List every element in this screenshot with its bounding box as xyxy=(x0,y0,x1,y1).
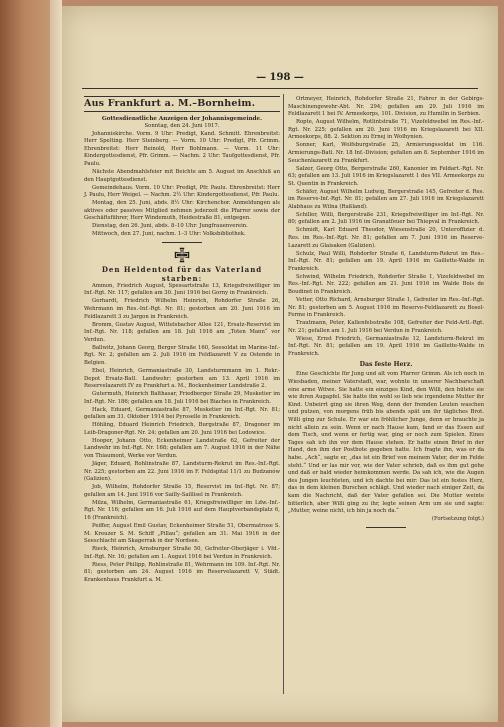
left-column xyxy=(84,96,280,585)
church-notices-date: Sonntag, den 24. Juni 1917. xyxy=(144,123,220,129)
notice-paragraph: Gemeindehaus. Vorm. 10 Uhr: Predigt, Pfr. Paulu. Ehrenbreitst: Herr J. Paulu, Herr Weigel. — Nachm. 2½ Uhr: Kindergottesdienst, Pfr. Paulu. xyxy=(84,184,280,199)
section-divider xyxy=(162,242,202,243)
masthead-title: Aus Frankfurt a. M.–Bornheim. xyxy=(84,96,280,112)
fallen-entry: Hooper, Johann Otto, Eckenheimer Landstraße 62, Gefreiter der Landwehr im Inf.-Rgt. Nr. 168; gefallen am 7. August 1916 in der Nähe von Thiaumont, Werke vor Verdun. xyxy=(84,437,280,460)
fallen-entry: Gutermuth, Heinrich Balthasar, Friedberger Straße 29, Musketier im Inf.-Rgt. Nr. 186; gefallen am 18. Juli 1916 bei Biaches in Frankreich. xyxy=(84,391,280,405)
fallen-entry: Schwind, Wilhelm Friedrich, Rohdorfer Straße 1, Vizefeldwebel im Res.-Inf.-Rgt. Nr. 222; gefallen am 21. Juni 1916 im Walde Bois de Boudinet in Frankreich. xyxy=(288,273,484,295)
fallen-entry: Ebel, Heinrich, Germaniastraße 30, Landsturmmann im 1. Rekr.-Depot Ersatz-Batl. Landwehr; gestorben am 13. April 1916 im Reservelazarett IV zu Frankfurt a. M., Bockenheimer Landstraße 2. xyxy=(84,367,280,390)
story-continuation: (Fortsetzung folgt.) xyxy=(431,516,484,523)
fallen-entry: Jäger, Eduard, Rohlinstraße 87, Landsturm-Rekrut im Res.-Inf.-Rgt. Nr. 225; gestorben am 22. Juni 1916 im F. Feldspital 11/1 zu Budzanów (Galizien). xyxy=(84,461,280,483)
fallen-entry: Trautmann, Peter, Kallenfelsstraße 108, Gefreiter der Feld-Artl.-Rgt. Nr. 21; gefallen am 1. Juli 1916 bei Verdun in Frankreich. xyxy=(288,320,484,334)
fallen-entry: Sonner, Karl, Wolfsburgstraße 25, Armierungssoldat im 116. Armierungs-Batl. Nr. 18 Inf.-Division; gefallen am 8. September 1916 im Seuchenlazarett zu Frankfurt. xyxy=(288,142,484,164)
fallen-entry: Peiffer, August Emil Gustav, Eckenheimer Straße 51, Obermatrose S. M. Kreuzer S. M. Schiff „Pillau“; gefallen am 31. Mai 1916 in der Seeschlacht am Skagerrak in der Nordsee. xyxy=(84,522,280,545)
fallen-entry: Milza, Wilhelm, Germaniastraße 61, Kriegsfreiwilliger im Ldw.-Inf.-Rgt. Nr. 116; gefallen am 16. Juli 1916 auf dem Hauptverbandsplatz 6, 16 (Frankreich). xyxy=(84,499,280,521)
fallen-entry: Ropte, August Wilhelm, Rotlintstraße 71, Vizefeldwebel im Res.-Inf.-Rgt. Nr. 225; gefallen am 20. Juni 1916 im Kriegslazarett bei XII. Armeekorps, 88. 2. Sektion zu Ernej in Wolhynien. xyxy=(288,119,484,141)
fallen-entry: Schulz, Paul Willi, Rohdorfer Straße 6, Landsturm-Rekrut im Res.-Inf.-Rgt. Nr. 81; gefallen am 19. April 1916 im Gaillette-Walde in Frankreich. xyxy=(288,250,484,272)
fallen-entry: Ortmeyer, Heinrich, Rohdorfer Straße 21, Fahrer in der Gebirgs-Maschinengewehr-Abt. Nr. 294; gefallen am 29. Juli 1916 im Feldlazarett 1 bei IV. Armeekorps, 101. Division, zu Humilin in Serbien. xyxy=(288,96,484,118)
story-text: Eine Geschichte für Jung und alt vom Pfarrer Grimm. Als ich noch in Wiesbaden, meiner Vaterstadt, war, wohnte in unserer Nachbarschaft eine arme Witwe. Sie hatte ein einziges Kind, den Willi, den hütete sie wie ihren Augapfel. Sie hatte ihn wohl so lieb wie irgendeine Mutter ihr Kind. Unbeirrt ging sie ihren Weg, denn der fremden Leuten waschen und putzen, von morgens früh bis abends spät um ihr tägliches Brot. Willi ging zur Schule. Er war ein fröhlicher Junge, denn er brauchte ja nicht allein zu sein. Wenn er nach Hause kam, fand er das Essen auf dem Tisch, und wenn er fertig war, ging er noch zum Spielen. Eines Tages sah ich ihn vor dem Hause stehen. Er hatte einen Brief in der Hand, den ihm der Postbote gegeben hatte. Ich fragte ihn, was er da habe. „Ach“, sagte er, „das ist ein Brief von meinem Vater, der im Felde steht.“ Und er las mir vor, wie der Vater schrieb, daß es ihm gut gehe und daß er bald wieder heimkommen werde. Da sah ich, wie die Augen des Jungen leuchteten, und ich dachte bei mir: Das ist ein festes Herz, das in dem kleinen Burschen schlägt. Und wieder nach einiger Zeit, da kam die Nachricht, daß der Vater gefallen sei. Die Mutter weinte bitterlich, aber Willi ging zu ihr, legte seinen Arm um sie und sagte: „Mutter, weine nicht, ich bin ja noch da.“ xyxy=(288,371,484,515)
header-rule xyxy=(82,88,478,89)
fallen-entry: Ammon, Friedrich August, Spessartstraße 13, Kriegsfreiwilliger im Inf.-Rgt. Nr. 117; gefallen am 30. Juni 1916 bei Gorny in Frankreich. xyxy=(84,282,280,297)
story-title: Das feste Herz. xyxy=(359,361,413,369)
column-divider xyxy=(283,94,284,694)
fallen-section-title: Den Heldentod für das Vaterland starben: xyxy=(101,264,263,283)
fallen-entry: Rieck, Heinrich, Arnsburger Straße 50, Gefreiter-Oberjäger i. Vfd.-Inf.-Rgt. Nr. 16; gefallen am 1. August 1916 bei Verdun in Frankreich. xyxy=(84,546,280,560)
page-header xyxy=(62,72,498,86)
page-number: — 198 — xyxy=(256,72,304,83)
fallen-entry: Bromm, Gustav August, Wittelsbacher Allee 121, Ersatz-Reservist im Inf.-Rgt. Nr. 118; gefallen am 18. Juli 1916 am „Toten Mann“ vor Verdun. xyxy=(84,321,280,343)
notice-paragraph: Dienstag, den 26. Juni, abds. 8–10 Uhr: Jungfrauenverein. xyxy=(92,223,248,230)
fallen-entry: Wiese, Ernst Friedrich, Germaniastraße 12, Landsturm-Rekrut im Inf.-Rgt. Nr. 81; gefallen am 19. April 1916 im Gaillette-Walde in Frankreich. xyxy=(288,335,484,357)
fallen-list xyxy=(84,283,280,585)
document-page xyxy=(62,6,498,722)
fallen-entry: Hack, Eduard, Germaniastraße 87, Musketier im Inf.-Rgt. Nr. 81; gefallen am 31. Oktober 1914 bei Pyroselle in Frankreich. xyxy=(84,406,280,421)
page-gutter xyxy=(50,0,62,727)
fallen-entry: Job, Wilhelm, Rohdorfer Straße 15, Reservist im Inf.-Rgt. Nr. 87; gefallen am 14. Juni 1916 vor Sailly-Saillisel in Frankreich. xyxy=(84,484,280,498)
church-notices-title: Gottesdienstliche Anzeigen der Johannisgemeinde. xyxy=(101,116,263,122)
church-notices-body xyxy=(84,131,280,239)
notice-paragraph: Johanniskirche. Vorm. 9 Uhr: Predigt, Kand. Schmitt. Ehrenbreitst: Herr Spelting. Herr Steinberg. — Vorm. 10 Uhr: Predigt, Pfr. Grimm. Ehrenbreitst: Herr Reinold, Herr Bohlmann. — Vorm. 11 Uhr: Kindergottesdienst, Pfr. Grimm. — Nachm. 2 Uhr: Taufgottesdienst, Pfr. Paulu. xyxy=(84,130,280,167)
notice-paragraph: Mittwoch, den 27. Juni, nachm. 1–3 Uhr: Volksbibliothek. xyxy=(92,231,246,238)
fallen-entry: Salzer, Georg Otto, Bergerstraße 260, Kanonier im Feldart.-Rgt. Nr. 63; gefallen am 13. Juli 1916 im Kriegslazarett 1 des VII. Armeekorps zu St. Quentin in Frankreich. xyxy=(288,165,484,187)
end-divider xyxy=(366,527,406,528)
fallen-entry: Schmidt, Karl Eduard Theodor, Wiesenstraße 20, Unteroffizier d. Res. im Res.-Inf.-Rgt. Nr. 81; gefallen am 7. Juni 1916 im Reserve-Lazarett zu Glaisaken (Galizien). xyxy=(288,227,484,249)
notice-paragraph: Nächste Abendmahlsfeier mit Beichte am 5. August im Anschluß an den Hauptgottesdienst. xyxy=(84,168,280,183)
right-column xyxy=(288,96,484,531)
notice-paragraph: Montag, den 25. Juni, abds. 8½ Uhr: Kirchenchor. Anmeldungen als aktives oder passives Mitglied nehmen jederzeit die Pfarrer sowie der Geschäftsführer, Herr Windemuth, Heidestraße 81, entgegen. xyxy=(84,200,280,222)
fallen-entry: Höhling, Eduard Heinrich Friedrich, Burgstraße 87, Dragoner im Leib-Dragoner-Rgt. Nr. 24; gefallen am 20. Juni 1916 bei Lodowice. xyxy=(84,422,280,436)
fallen-entry: Schiller, Willi, Bergerstraße 231, Kriegsfreiwilliger im Inf.-Rgt. Nr. 80; gefallen am 2. Juli 1916 im Granatfeuer bei Thiepval in Frankreich. xyxy=(288,211,484,226)
iron-cross-icon xyxy=(84,247,280,263)
fallen-entry: Ballwitz, Johann Georg, Berger Straße 160, Seesoldat im Marine-Inf.-Rgt. Nr. 2; gefallen am 2. Juli 1916 im Feldlazarett V zu Ostende in Belgien. xyxy=(84,344,280,366)
fallen-entry: Schäfer, August Wilhelm Ludwig, Bergerstraße 145, Gefreiter d. Res. im Reserve-Inf.-Rgt. Nr. 81; gefallen am 27. Juli 1916 im Kriegslazarett Alabhaus zu Wilna (Rußland). xyxy=(288,188,484,210)
fallen-entry: Gerhardt, Friedrich Wilhelm Heinrich, Rohdorfer Straße 26, Wehrmann im Res.-Inf.-Rgt. Nr. 81; gestorben am 20. Juni 1916 im Feldlazarett 3 zu Jargon in Frankreich. xyxy=(84,298,280,320)
fallen-entry: Riess, Peter Philipp, Rohlinstraße 81, Wehrmann im 109. Inf.-Rgt. Nr. 81; gestorben am 24. August 1916 im Reservelazarett V, Städt. Krankenhaus Frankfurt a. M. xyxy=(84,561,280,583)
fallen-entry: Vetter, Otto Richard, Arnsburger Straße 1, Gefreiter im Res.-Inf.-Rgt. Nr. 81; gestorben am 5. August 1916 im Reserve-Feldlazarett zu Bosel-Ferme in Frankreich. xyxy=(288,296,484,319)
fallen-list-continued xyxy=(288,96,484,358)
